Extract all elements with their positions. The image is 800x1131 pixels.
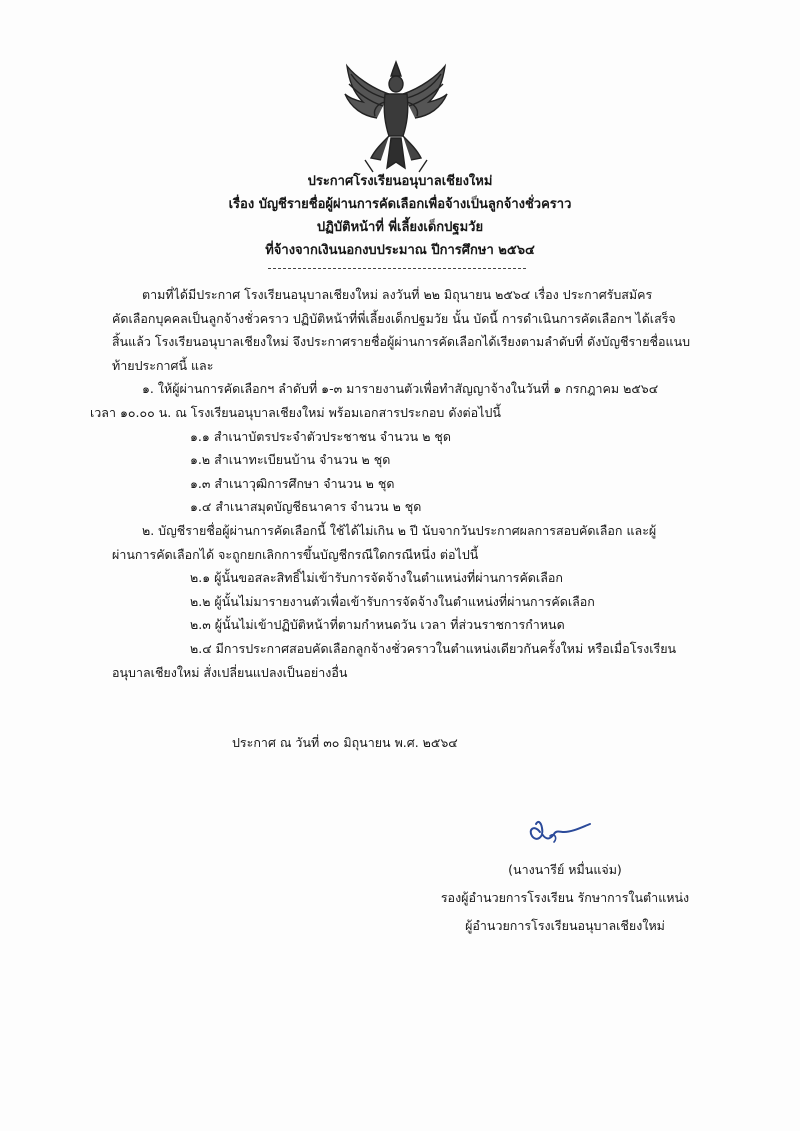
announcement-header — [120, 170, 680, 262]
item1-sub: ๑.๑ สำเนาบัตรประจำตัวประชาชน จำนวน ๒ ชุด — [190, 428, 452, 444]
header-divider — [268, 268, 526, 269]
announcement-body — [90, 283, 702, 684]
intro-line: ท้ายประกาศนี้ และ — [112, 357, 214, 373]
announce-date: ประกาศ ณ วันที่ ๓๐ มิถุนายน พ.ศ. ๒๕๖๔ — [232, 735, 458, 750]
item1-sub: ๑.๓ สำเนาวุฒิการศึกษา จำนวน ๒ ชุด — [190, 475, 395, 491]
item2-line: ๒. บัญชีรายชื่อผู้ผ่านการคัดเลือกนี้ ใช้ได้ไม่เกิน ๒ ปี นับจากวันประกาศผลการสอบคัดเลือก และผู้ — [142, 522, 657, 538]
item1-sub: ๑.๔ สำเนาสมุดบัญชีธนาคาร จำนวน ๒ ชุด — [190, 499, 422, 515]
signer-name: (นางนารีย์ หมื่นแจ่ม) — [508, 862, 622, 877]
header-title: ประกาศโรงเรียนอนุบาลเชียงใหม่ — [307, 174, 493, 189]
item2-line: อนุบาลเชียงใหม่ สั่งเปลี่ยนแปลงเป็นอย่างอื่น — [112, 664, 348, 680]
intro-line: ตามที่ได้มีประกาศ โรงเรียนอนุบาลเชียงใหม่ ลงวันที่ ๒๒ มิถุนายน ๒๕๖๔ เรื่อง ประกาศรับสมัคร — [142, 287, 653, 302]
item2-line: ผ่านการคัดเลือกได้ จะถูกยกเลิกการขึ้นบัญชีกรณีใดกรณีหนึ่ง ต่อไปนี้ — [112, 546, 479, 562]
item2-sub: ๒.๔ มีการประกาศสอบคัดเลือกลูกจ้างชั่วคราวในตำแหน่งเดียวกันครั้งใหม่ หรือเมื่อโรงเรียน — [190, 640, 677, 656]
intro-line: สิ้นแล้ว โรงเรียนอนุบาลเชียงใหม่ จึงประกาศรายชื่อผู้ผ่านการคัดเลือกได้เรียงตามลำดับที่ ดังบัญชีรายชื่อแนบ — [112, 334, 691, 350]
header-subject: เรื่อง บัญชีรายชื่อผู้ผ่านการคัดเลือกเพื่อจ้างเป็นลูกจ้างชั่วคราว — [228, 197, 572, 212]
item2-sub: ๒.๒ ผู้นั้นไม่มารายงานตัวเพื่อเข้ารับการจัดจ้างในตำแหน่งที่ผ่านการคัดเลือก — [190, 593, 595, 609]
item1-sub: ๑.๒ สำเนาทะเบียนบ้าน จำนวน ๒ ชุด — [190, 452, 391, 468]
signer-position: ผู้อำนวยการโรงเรียนอนุบาลเชียงใหม่ — [465, 918, 665, 933]
signature-icon — [520, 812, 600, 852]
item1-line: เวลา ๑๐.๐๐ น. ณ โรงเรียนอนุบาลเชียงใหม่ พร้อมเอกสารประกอบ ดังต่อไปนี้ — [90, 404, 501, 420]
intro-line: คัดเลือกบุคคลเป็นลูกจ้างชั่วคราว ปฏิบัติหน้าที่พี่เลี้ยงเด็กปฐมวัย นั้น บัดนี้ การดำเนินการคัดเลือกฯ ได้เสร็จ — [112, 310, 676, 326]
item2-sub: ๒.๓ ผู้นั้นไม่เข้าปฏิบัติหน้าที่ตามกำหนดวัน เวลา ที่ส่วนราชการกำหนด — [190, 617, 565, 633]
signer-block — [420, 856, 710, 940]
item1-line: ๑. ให้ผู้ผ่านการคัดเลือกฯ ลำดับที่ ๑-๓ มารายงานตัวเพื่อทำสัญญาจ้างในวันที่ ๑ กรกฎาคม ๒๕๖๔ — [142, 381, 659, 397]
garuda-emblem-icon — [341, 58, 451, 174]
item2-sub: ๒.๑ ผู้นั้นขอสละสิทธิ์ไม่เข้ารับการจัดจ้างในตำแหน่งที่ผ่านการคัดเลือก — [190, 570, 563, 586]
header-duty: ปฏิบัติหน้าที่ พี่เลี้ยงเด็กปฐมวัย — [316, 220, 484, 235]
signer-position: รองผู้อำนวยการโรงเรียน รักษาการในตำแหน่ง — [440, 890, 690, 905]
header-funding: ที่จ้างจากเงินนอกงบประมาณ ปีการศึกษา ๒๕๖๔ — [265, 243, 535, 258]
